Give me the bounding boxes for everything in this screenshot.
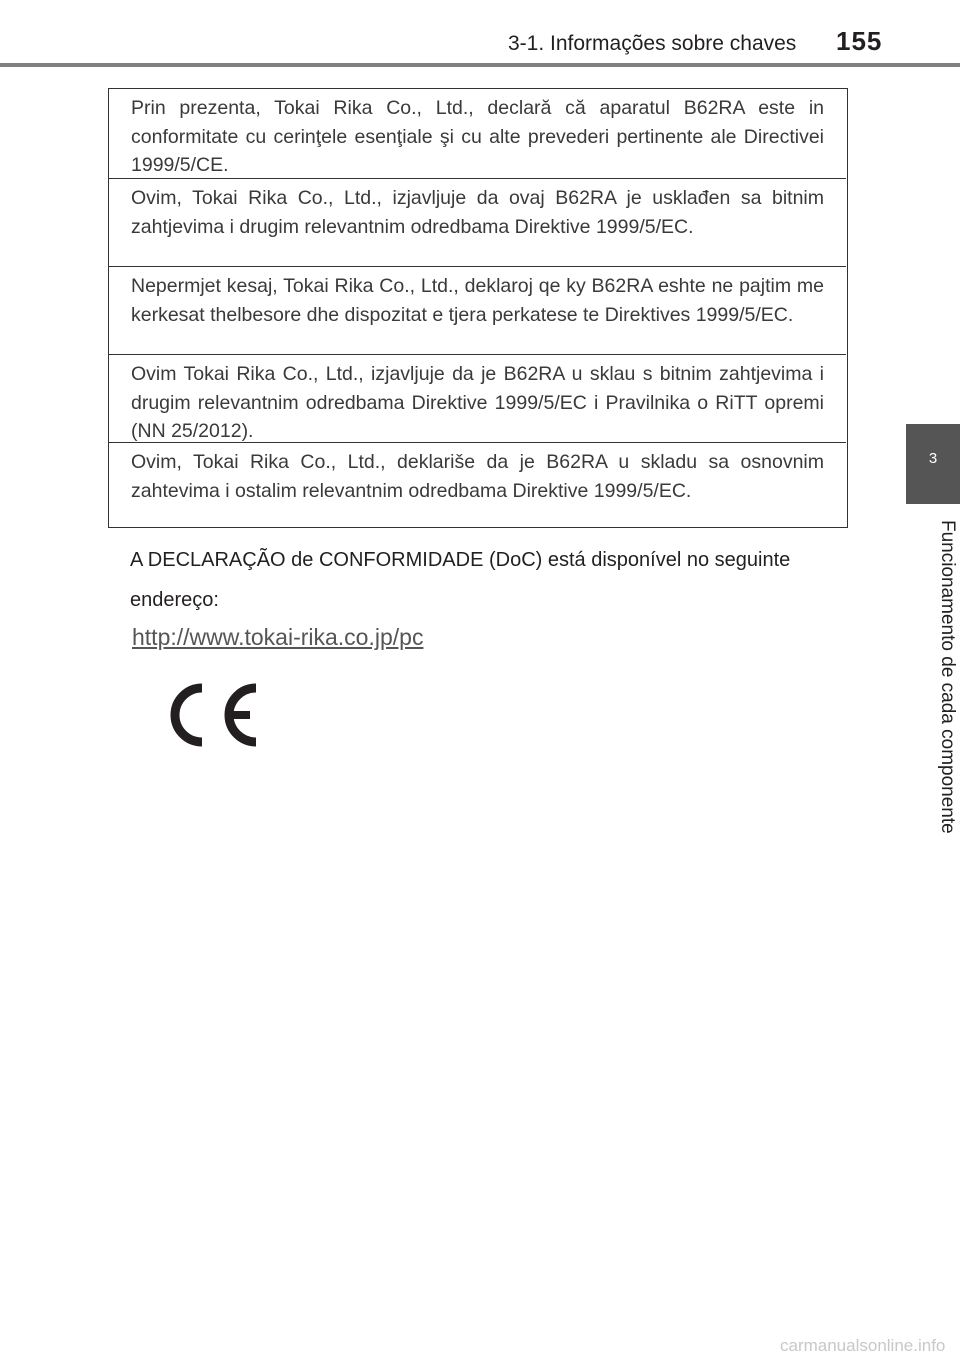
doc-url-link[interactable]: http://www.tokai-rika.co.jp/pc — [132, 624, 424, 650]
declaration-albanian: Nepermjet kesaj, Tokai Rika Co., Ltd., deklaroj qe ky B62RA eshte ne pajtim me kerkesat thelbesore dhe dispozitat e tjera perkatese te Direktives 1999/5/EC. — [109, 267, 846, 355]
doc-availability-text: A DECLARAÇÃO de CONFORMIDADE (DoC) está disponível no seguinte endereço: — [130, 549, 791, 611]
declaration-croatian: Ovim, Tokai Rika Co., Ltd., izjavljuje da ovaj B62RA je usklađen sa bitnim zahtjevima i drugim relevantnim odredbama Direktive 1999/5/EC. — [109, 179, 846, 267]
ce-mark-icon — [160, 680, 260, 750]
chapter-title: Funcionamento de cada componente — [937, 520, 958, 834]
chapter-number: 3 — [928, 450, 938, 467]
declaration-croatian-ritt: Ovim Tokai Rika Co., Ltd., izjavljuje da je B62RA u sklau s bitnim zahtjevima i drugim relevantnim odredbama Direktive 1999/5/EC i Pravilnika o RiTT opremi (NN 25/2012). — [109, 355, 846, 443]
page-header — [0, 0, 960, 68]
footer-watermark: carmanualsonline.info — [780, 1336, 946, 1355]
section-title: 3-1. Informações sobre chaves — [508, 32, 797, 55]
header-divider — [0, 63, 960, 67]
chapter-tab — [906, 424, 960, 504]
declaration-romanian: Prin prezenta, Tokai Rika Co., Ltd., declară că aparatul B62RA este in conformitate cu cerinţele esenţiale şi cu alte prevederi pertinente ale Directivei 1999/5/CE. — [109, 89, 846, 179]
declarations-table — [108, 88, 848, 528]
declaration-serbian: Ovim, Tokai Rika Co., Ltd., deklariše da je B62RA u skladu sa osnovnim zahtevima i ostalim relevantnim odredbama Direktive 1999/5/EC. — [131, 451, 824, 502]
page-number: 155 — [836, 26, 883, 56]
